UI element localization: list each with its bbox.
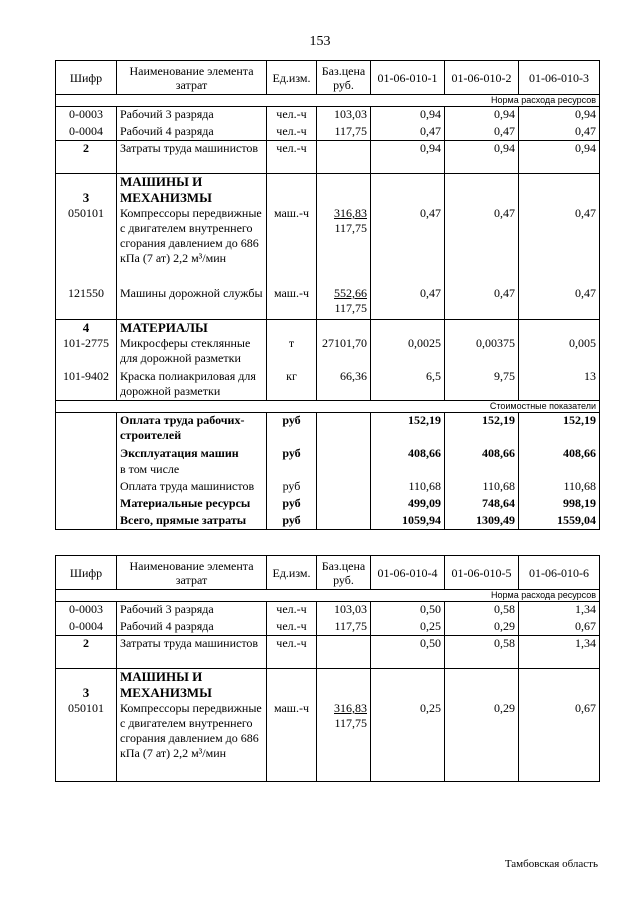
- total-name: Эксплуатация машин: [117, 446, 267, 462]
- row-name: Краска полиакриловая для дорожной разметки: [117, 369, 267, 401]
- empty-cell: [445, 462, 519, 479]
- section-number: 3: [56, 669, 117, 702]
- header-column: 01-06-010-2: [445, 61, 519, 95]
- empty-cell: [317, 462, 371, 479]
- row-value: 13: [519, 369, 600, 401]
- row-unit: чел.-ч: [267, 619, 317, 636]
- row-code: 2: [56, 636, 117, 669]
- row-value: 0,50: [371, 602, 445, 619]
- header-column: 01-06-010-3: [519, 61, 600, 95]
- row-name: Компрессоры передвижные с двигателем внутреннего сгорания давлением до 686 кПа (7 ат) 2,2 м³/мин: [117, 701, 267, 781]
- section-title: МАШИНЫ И МЕХАНИЗМЫ: [117, 669, 267, 702]
- row-unit: чел.-ч: [267, 124, 317, 141]
- row-unit: маш.-ч: [267, 206, 317, 286]
- row-value: 0,47: [519, 124, 600, 141]
- empty-cell: [445, 319, 519, 336]
- section-row: [56, 319, 600, 336]
- table-row: [56, 124, 600, 141]
- empty-cell: [56, 513, 117, 530]
- total-value: 748,64: [445, 496, 519, 513]
- norm-section-label: Норма расхода ресурсов: [56, 590, 600, 602]
- row-unit: чел.-ч: [267, 141, 317, 174]
- empty-cell: [317, 513, 371, 530]
- empty-cell: [56, 446, 117, 462]
- row-name: Рабочий 4 разряда: [117, 124, 267, 141]
- row-value: 0,25: [371, 619, 445, 636]
- total-row: [56, 496, 600, 513]
- row-code: 0-0003: [56, 107, 117, 124]
- row-value: 0,47: [445, 206, 519, 286]
- price-primary: 316,83: [334, 206, 367, 220]
- empty-cell: [519, 174, 600, 207]
- row-unit: кг: [267, 369, 317, 401]
- row-code: 2: [56, 141, 117, 174]
- row-name: Затраты труда машинистов: [117, 141, 267, 174]
- page-number: 153: [309, 34, 331, 49]
- row-code: 0-0003: [56, 602, 117, 619]
- price-primary: 316,83: [334, 701, 367, 715]
- header-code: Шифр: [56, 556, 117, 590]
- row-value: 0,0025: [371, 336, 445, 369]
- row-value: 0,94: [445, 141, 519, 174]
- row-name: Рабочий 3 разряда: [117, 602, 267, 619]
- row-name: Микросферы стеклянные для дорожной разметки: [117, 336, 267, 369]
- empty-cell: [445, 174, 519, 207]
- row-value: 6,5: [371, 369, 445, 401]
- empty-cell: [371, 462, 445, 479]
- row-value: 0,94: [519, 107, 600, 124]
- total-name: Материальные ресурсы: [117, 496, 267, 513]
- total-value: 499,09: [371, 496, 445, 513]
- row-value: 0,29: [445, 701, 519, 781]
- empty-cell: [317, 479, 371, 496]
- empty-cell: [317, 496, 371, 513]
- norm-section-label: Норма расхода ресурсов: [56, 95, 600, 107]
- section-row: [56, 669, 600, 702]
- total-value: 152,19: [445, 413, 519, 446]
- total-value: 1559,04: [519, 513, 600, 530]
- empty-cell: [267, 669, 317, 702]
- total-unit: руб: [267, 513, 317, 530]
- empty-cell: [56, 413, 117, 446]
- row-value: 0,47: [519, 206, 600, 286]
- row-value: 0,47: [371, 206, 445, 286]
- row-value: 0,94: [371, 141, 445, 174]
- row-unit: т: [267, 336, 317, 369]
- total-value: 110,68: [445, 479, 519, 496]
- resource-table-1: [55, 60, 600, 530]
- empty-cell: [56, 496, 117, 513]
- row-price: [317, 636, 371, 669]
- total-value: 998,19: [519, 496, 600, 513]
- row-code: 121550: [56, 286, 117, 319]
- empty-cell: [267, 174, 317, 207]
- row-code: 101-2775: [56, 336, 117, 369]
- total-value: 1059,94: [371, 513, 445, 530]
- total-name: Оплата труда машинистов: [117, 479, 267, 496]
- empty-cell: [267, 462, 317, 479]
- row-value: 1,34: [519, 636, 600, 669]
- total-value: 408,66: [519, 446, 600, 462]
- total-value: 1309,49: [445, 513, 519, 530]
- row-value: 0,47: [445, 286, 519, 319]
- total-value: 408,66: [371, 446, 445, 462]
- price-secondary: 117,75: [334, 301, 367, 315]
- row-value: 0,29: [445, 619, 519, 636]
- empty-cell: [519, 319, 600, 336]
- empty-cell: [371, 669, 445, 702]
- norm-section-row: [56, 95, 600, 107]
- total-row: [56, 446, 600, 462]
- row-name: Затраты труда машинистов: [117, 636, 267, 669]
- table-header-row: [56, 61, 600, 95]
- cost-section-label: Стоимостные показатели: [56, 401, 600, 413]
- row-value: 0,47: [445, 124, 519, 141]
- table-row: [56, 206, 600, 286]
- row-code: 050101: [56, 206, 117, 286]
- row-value: 0,25: [371, 701, 445, 781]
- table-row: [56, 107, 600, 124]
- empty-cell: [371, 319, 445, 336]
- resource-table-2: [55, 555, 600, 782]
- row-price: [317, 701, 371, 781]
- total-value: 152,19: [519, 413, 600, 446]
- row-name: Рабочий 4 разряда: [117, 619, 267, 636]
- empty-cell: [519, 669, 600, 702]
- empty-cell: [56, 479, 117, 496]
- header-price: Баз.цена руб.: [317, 556, 371, 590]
- row-value: 9,75: [445, 369, 519, 401]
- table-header-row: [56, 556, 600, 590]
- row-value: 0,50: [371, 636, 445, 669]
- row-unit: маш.-ч: [267, 701, 317, 781]
- header-column: 01-06-010-5: [445, 556, 519, 590]
- table-row: [56, 286, 600, 319]
- row-value: 0,94: [519, 141, 600, 174]
- price-secondary: 117,75: [334, 716, 367, 730]
- row-price: 117,75: [317, 619, 371, 636]
- row-unit: чел.-ч: [267, 602, 317, 619]
- header-name: Наименование элемента затрат: [117, 556, 267, 590]
- section-number: 3: [56, 174, 117, 207]
- norm-section-row: [56, 590, 600, 602]
- total-unit: руб: [267, 446, 317, 462]
- header-column: 01-06-010-4: [371, 556, 445, 590]
- row-value: 0,58: [445, 636, 519, 669]
- empty-cell: [56, 462, 117, 479]
- row-value: 0,94: [445, 107, 519, 124]
- cost-section-row: [56, 401, 600, 413]
- row-price: 66,36: [317, 369, 371, 401]
- total-row: [56, 462, 600, 479]
- total-unit: руб: [267, 479, 317, 496]
- row-unit: маш.-ч: [267, 286, 317, 319]
- table-row: [56, 602, 600, 619]
- empty-cell: [317, 669, 371, 702]
- row-name: Рабочий 3 разряда: [117, 107, 267, 124]
- row-unit: чел.-ч: [267, 636, 317, 669]
- section-title: МАШИНЫ И МЕХАНИЗМЫ: [117, 174, 267, 207]
- price-primary: 552,66: [334, 286, 367, 300]
- row-unit: чел.-ч: [267, 107, 317, 124]
- empty-cell: [317, 174, 371, 207]
- row-value: 0,47: [371, 286, 445, 319]
- total-value: 152,19: [371, 413, 445, 446]
- row-price: 27101,70: [317, 336, 371, 369]
- header-unit: Ед.изм.: [267, 556, 317, 590]
- table-row: [56, 636, 600, 669]
- total-value: 110,68: [371, 479, 445, 496]
- section-row: [56, 174, 600, 207]
- empty-cell: [317, 446, 371, 462]
- total-name: в том числе: [117, 462, 267, 479]
- header-price: Баз.цена руб.: [317, 61, 371, 95]
- row-code: 050101: [56, 701, 117, 781]
- row-price: [317, 206, 371, 286]
- total-row: [56, 479, 600, 496]
- row-code: 0-0004: [56, 619, 117, 636]
- row-code: 101-9402: [56, 369, 117, 401]
- row-value: 1,34: [519, 602, 600, 619]
- row-value: 0,94: [371, 107, 445, 124]
- section-title: МАТЕРИАЛЫ: [117, 319, 267, 336]
- footer-region: Тамбовская область: [504, 858, 598, 870]
- row-price: [317, 286, 371, 319]
- empty-cell: [317, 319, 371, 336]
- header-unit: Ед.изм.: [267, 61, 317, 95]
- total-row: [56, 413, 600, 446]
- row-value: 0,67: [519, 619, 600, 636]
- table-row: [56, 701, 600, 781]
- row-value: 0,00375: [445, 336, 519, 369]
- row-price: 103,03: [317, 602, 371, 619]
- row-code: 0-0004: [56, 124, 117, 141]
- table-row: [56, 336, 600, 369]
- row-value: 0,47: [519, 286, 600, 319]
- row-value: 0,58: [445, 602, 519, 619]
- empty-cell: [371, 174, 445, 207]
- row-value: 0,67: [519, 701, 600, 781]
- row-price: 117,75: [317, 124, 371, 141]
- row-name: Машины дорожной службы: [117, 286, 267, 319]
- total-unit: руб: [267, 496, 317, 513]
- total-name: Оплата труда рабочих-строителей: [117, 413, 267, 446]
- section-number: 4: [56, 319, 117, 336]
- total-row: [56, 513, 600, 530]
- empty-cell: [519, 462, 600, 479]
- total-value: 110,68: [519, 479, 600, 496]
- total-unit: руб: [267, 413, 317, 446]
- table-row: [56, 369, 600, 401]
- row-name: Компрессоры передвижные с двигателем внутреннего сгорания давлением до 686 кПа (7 ат) 2,2 м³/мин: [117, 206, 267, 286]
- table-row: [56, 619, 600, 636]
- empty-cell: [267, 319, 317, 336]
- header-column: 01-06-010-1: [371, 61, 445, 95]
- header-name: Наименование элемента затрат: [117, 61, 267, 95]
- row-price: [317, 141, 371, 174]
- row-value: 0,005: [519, 336, 600, 369]
- table-row: [56, 141, 600, 174]
- row-price: 103,03: [317, 107, 371, 124]
- empty-cell: [317, 413, 371, 446]
- header-column: 01-06-010-6: [519, 556, 600, 590]
- total-name: Всего, прямые затраты: [117, 513, 267, 530]
- price-secondary: 117,75: [334, 221, 367, 235]
- empty-cell: [445, 669, 519, 702]
- total-value: 408,66: [445, 446, 519, 462]
- header-code: Шифр: [56, 61, 117, 95]
- row-value: 0,47: [371, 124, 445, 141]
